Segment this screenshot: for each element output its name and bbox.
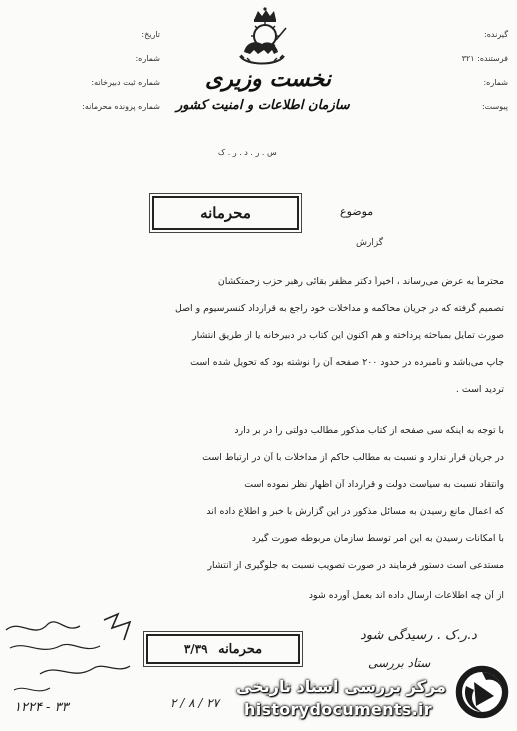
body-line: از آن چه اطلاعات ارسال داده اند بعمل آورده شود	[308, 590, 504, 601]
body-line: مستدعی است دستور فرمایند در صورت تصویب نسبت به جلوگیری از انتشار	[207, 560, 504, 571]
attachment-label: پیوست:	[481, 102, 508, 111]
body-line: صورت تمایل بمباحثه پرداخته و هم اکنون این کتاب در دبیرخانه یا از طریق انتشار	[192, 330, 504, 341]
body-line: که اعمال مانع رسیدن به مسائل مذکور در این گزارش با خبر و اطلاع داده اند	[206, 506, 504, 517]
body-line: تصمیم گرفته که در جریان محاکمه و مداخلات خود راجع به قرارداد کنسرسیوم و اصل	[174, 303, 504, 314]
initial-mark-icon	[100, 610, 140, 650]
body-line: محترماً به عرض می‌رساند ، اخیراً دکتر مظفر بقائی رهبر حزب زحمتکشان	[217, 276, 504, 287]
subject-value: گزارش	[356, 238, 384, 248]
watermark-persian-text: مرکز بررسی اسناد تاریخی	[236, 677, 446, 696]
header-fields-left	[40, 30, 160, 126]
bottom-stamp-label: محرمانه	[218, 642, 263, 657]
date-field-label: تاریخ:	[141, 30, 160, 39]
confidential-file-label: شماره پرونده محرمانه:	[82, 102, 160, 111]
handwritten-note: د.ر.ک . رسیدگی شود	[360, 628, 477, 643]
bottom-confidential-stamp	[146, 634, 300, 664]
body-line: تردید است .	[455, 384, 504, 395]
sub-label: س . ر . د . ر . ک	[218, 148, 277, 157]
handwritten-note: ستاد بررسی	[368, 656, 431, 670]
sender-value: ۳۲۱	[461, 54, 475, 63]
right-number-label: شماره:	[483, 78, 508, 87]
watermark-url-text: historydocuments.ir	[244, 700, 432, 719]
film-reel-logo-icon	[452, 662, 512, 722]
registry-number-label: شماره ثبت دبیرخانه:	[91, 78, 160, 87]
sender-label: فرستنده:	[477, 54, 508, 63]
ministry-title: نخست وزیری	[205, 66, 331, 92]
bottom-stamp-number: ۳/۳۹	[183, 642, 208, 656]
organization-title: سازمان اطلاعات و امنیت کشور	[176, 98, 350, 113]
handwritten-note: ۱۲۲۴ - ۳۳	[14, 700, 69, 715]
body-line: در جریان قرار ندارد و نسبت به مطالب حاکم از مداخلات با آن در ارتباط است	[202, 452, 504, 463]
header-fields-right	[408, 30, 508, 126]
body-line: وانتقاد نسبت به سیاست دولت و قرارداد آن اظهار نظر نموده است	[244, 479, 504, 490]
number-field-label: شماره:	[135, 54, 160, 63]
confidential-stamp: محرمانه	[152, 196, 299, 230]
body-line: با توجه به اینکه سی صفحه از کتاب مذکور مطالب دولتی را در بر دارد	[234, 425, 504, 436]
lion-and-sun-emblem-icon	[232, 6, 292, 68]
subject-label: موضوع	[340, 205, 374, 218]
body-line: جاپ می‌باشد و نامبرده در حدود ۲۰۰ صفحه آن را نوشته بود که تحویل شده است	[190, 357, 504, 368]
recipient-label: گیرنده:	[484, 30, 508, 39]
body-line: با امکانات رسیدن به این امر توسط سازمان مربوطه صورت گیرد	[251, 533, 504, 544]
handwritten-note: ۲ / ۸ / ۲۷	[170, 696, 220, 710]
